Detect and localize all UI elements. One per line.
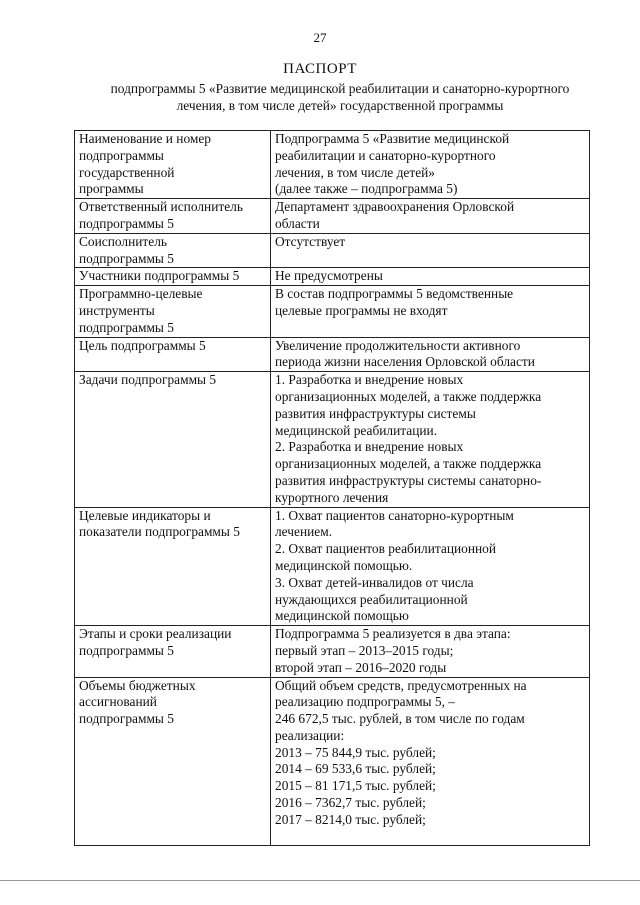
row-label-line: подпрограммы 5 [79,250,174,266]
row-label-line: Наименование и номер [79,131,212,146]
row-value-cell [271,372,590,507]
passport-row [75,677,590,846]
row-value-cell [271,233,590,268]
row-value-line: В состав подпрограммы 5 ведомственные [275,286,514,302]
row-value-line: 3. Охват детей-инвалидов от числа [275,574,474,590]
row-label-cell [75,233,271,268]
subtitle-line: лечения, в том числе детей» государственной программы [176,98,504,113]
row-value-line: 1. Разработка и внедрение новых [275,372,464,388]
row-value-line: организационных моделей, а также поддержка [275,456,542,472]
row-value-cell [271,337,590,372]
passport-row [75,507,590,626]
row-value-line: 2016 – 7362,7 тыс. рублей; [275,795,426,811]
row-value-line: медицинской помощью. [275,557,413,573]
row-value-line: реализацию подпрограммы 5, – [275,694,455,710]
row-label-line: Объемы бюджетных [79,677,196,693]
row-value-line: 246 672,5 тыс. рублей, в том числе по годам [275,711,525,727]
row-value-line: 1. Охват пациентов санаторно-курортным [275,507,514,523]
row-label-line: Ответственный исполнитель [79,199,243,215]
passport-table [74,130,590,846]
row-value-line: второй этап – 2016–2020 годы [275,659,447,675]
row-label-cell [75,268,271,286]
row-label-line: подпрограммы 5 [79,642,174,658]
row-label-line: подпрограммы 5 [79,711,174,727]
row-label-line: Участники подпрограммы 5 [79,268,240,284]
passport-row [75,199,590,234]
row-value-line: периода жизни населения Орловской области [275,354,535,370]
row-value-line: Общий объем средств, предусмотренных на [275,677,527,693]
row-value-cell [271,286,590,337]
row-value-line: 2. Охват пациентов реабилитационной [275,541,497,557]
row-label-line: Соисполнитель [79,233,168,249]
row-value-line [275,829,585,846]
row-value-line: области [275,215,320,231]
row-label-line: подпрограммы [79,147,164,163]
passport-row [75,268,590,286]
passport-table-body [75,131,590,846]
row-label-line: программы [79,181,144,197]
passport-row [75,131,590,199]
row-label-line: инструменты [79,302,155,318]
row-label-cell [75,677,271,846]
row-label-line: Этапы и сроки реализации [79,626,232,642]
row-value-line: Увеличение продолжительности активного [275,337,521,353]
page-bottom-rule [0,880,640,881]
row-label-line: показатели подпрограммы 5 [79,524,240,540]
row-label-cell [75,507,271,626]
row-label-line: подпрограммы 5 [79,319,174,335]
row-label-line: Задачи подпрограммы 5 [79,372,217,388]
row-value-line: (далее также – подпрограмма 5) [275,181,458,197]
row-value-line: 2017 – 8214,0 тыс. рублей; [275,811,426,827]
page-number: 27 [313,30,327,45]
row-label-cell [75,286,271,337]
row-value-cell [271,268,590,286]
row-value-cell [271,677,590,846]
passport-row [75,337,590,372]
row-value-line: развития инфраструктуры системы [275,405,476,421]
row-label-cell [75,199,271,234]
row-label-line: Цель подпрограммы 5 [79,337,206,353]
row-value-line: реализации: [275,727,345,743]
row-value-line: 2014 – 69 533,6 тыс. рублей; [275,761,436,777]
row-value-line: Подпрограмма 5 «Развитие медицинской [275,131,510,146]
row-label-line: подпрограммы 5 [79,215,174,231]
row-value-line: курортного лечения [275,489,389,505]
row-value-line: развития инфраструктуры системы санаторно- [275,472,542,488]
passport-row [75,626,590,677]
row-label-line: Целевые индикаторы и [79,507,211,523]
row-value-line: Подпрограмма 5 реализуется в два этапа: [275,626,511,642]
document-subtitle [60,80,620,114]
row-value-line: Департамент здравоохранения Орловской [275,199,515,215]
row-value-line: Отсутствует [275,233,346,249]
row-value-line: первый этап – 2013–2015 годы; [275,642,454,658]
row-value-line: 2013 – 75 844,9 тыс. рублей; [275,744,436,760]
row-label-cell [75,626,271,677]
row-value-line: 2015 – 81 171,5 тыс. рублей; [275,778,436,794]
row-label-cell [75,372,271,507]
row-label-cell [75,337,271,372]
row-value-cell [271,199,590,234]
row-value-line: 2. Разработка и внедрение новых [275,439,464,455]
row-value-line: лечения, в том числе детей» [275,164,435,180]
row-value-line: нуждающихся реабилитационной [275,591,468,607]
subtitle-line: подпрограммы 5 «Развитие медицинской реабилитации и санаторно-курортного [110,81,570,96]
passport-row [75,372,590,507]
row-label-line: ассигнований [79,694,157,710]
passport-row [75,286,590,337]
row-value-cell [271,626,590,677]
row-label-cell [75,131,271,199]
row-label-line: Программно-целевые [79,286,203,302]
row-value-line: медицинской помощью [275,608,409,624]
row-label-line: государственной [79,164,175,180]
row-value-cell [271,507,590,626]
passport-row [75,233,590,268]
row-value-line: Не предусмотрены [275,268,383,284]
document-title: ПАСПОРТ [283,61,357,77]
row-value-line: лечением. [275,524,333,540]
row-value-line: организационных моделей, а также поддержка [275,388,542,404]
row-value-line: реабилитации и санаторно-курортного [275,147,496,163]
row-value-cell [271,131,590,199]
row-value-line: целевые программы не входят [275,302,448,318]
row-value-line: медицинской реабилитации. [275,422,438,438]
